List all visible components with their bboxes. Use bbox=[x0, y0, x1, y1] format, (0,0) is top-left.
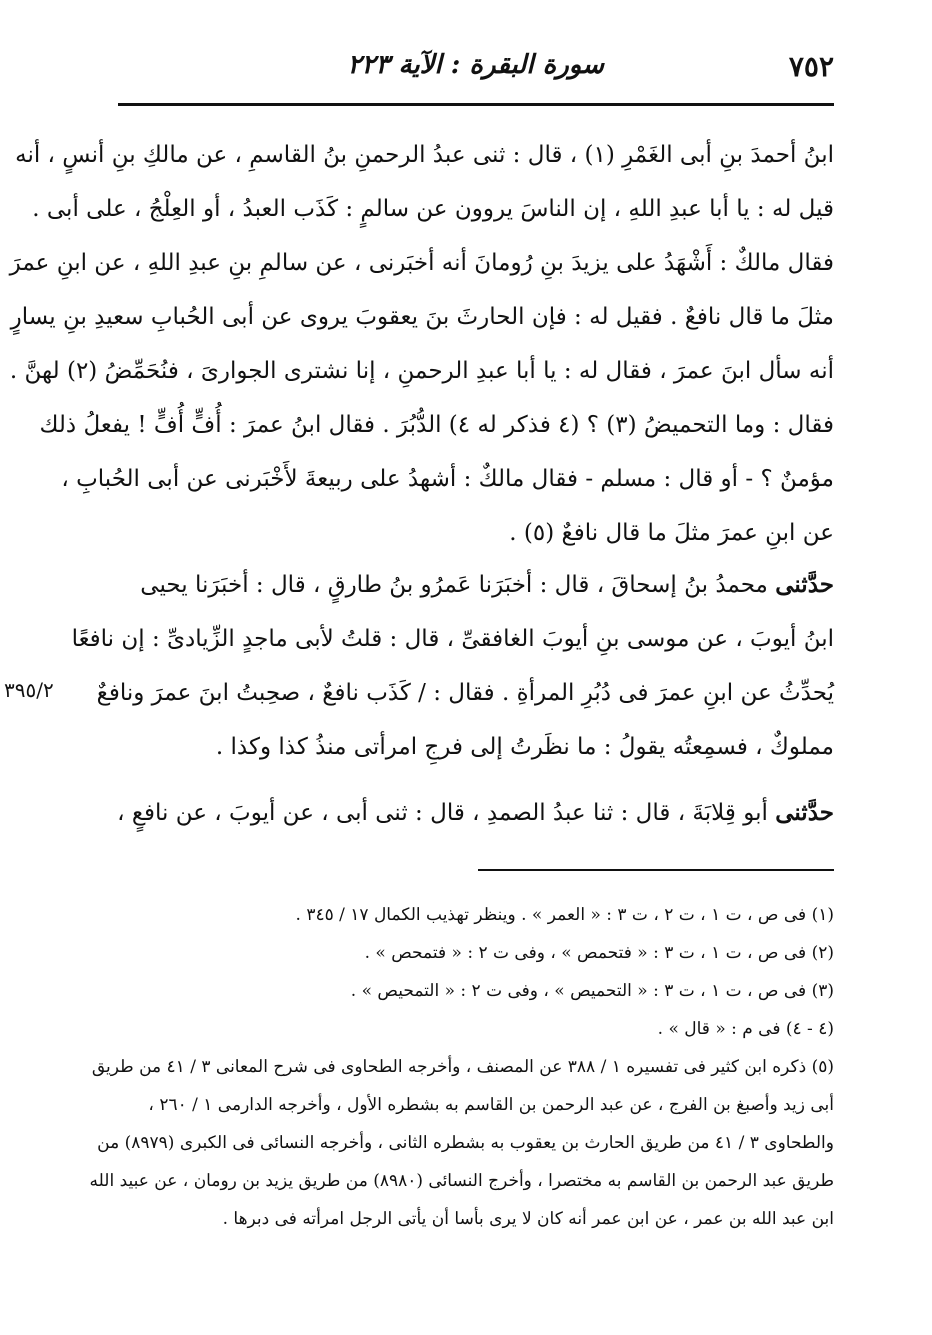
footnote-divider bbox=[478, 869, 834, 871]
margin-reference bbox=[0, 678, 120, 702]
margin-reference-text: ٣٩٥/٢ bbox=[4, 678, 54, 702]
footnotes bbox=[89, 896, 834, 1238]
hadith-lead: حدَّثنى bbox=[775, 571, 834, 598]
footnote-line: (٢) فى ص ، ت ١ ، ت ٣ : « فتحمص » ، وفى ت ٢ : « فتمحص » . bbox=[364, 943, 834, 963]
footnote-line: (٣) فى ص ، ت ١ ، ت ٣ : « التحميص » ، وفى ت ٢ : « التمحيص » . bbox=[350, 981, 834, 1001]
text-line: مثلَ ما قال نافعٌ . فقيل له : فإن الحارثَ بنَ يعقوبَ يروى عن أبى الحُبابِ سعيدِ بنِ يسارٍ bbox=[10, 304, 834, 330]
footnote-line: (٤ - ٤) فى م : « قال » . bbox=[657, 1019, 834, 1039]
text-line: مملوكٌ ، فسمِعتُه يقولُ : ما نظَرتُ إلى فرجِ امرأتى منذُ كذا وكذا . bbox=[215, 734, 834, 760]
text-line: عن ابنِ عمرَ مثلَ ما قال نافعٌ (٥) . bbox=[509, 520, 834, 546]
footnote-line: والطحاوى ٣ / ٤١ من طريق الحارث بن يعقوب به بشطره الثانى ، وأخرجه النسائى فى الكبرى (٨٩٧٩) من bbox=[97, 1133, 834, 1153]
text-line bbox=[118, 558, 834, 612]
footnote-line: (٥) ذكره ابن كثير فى تفسيره ١ / ٣٨٨ عن المصنف ، وأخرجه الطحاوى فى شرح المعانى ٣ / ٤١ من طريق bbox=[91, 1057, 834, 1077]
text-line bbox=[118, 786, 834, 840]
text-line: فقال : وما التحميضُ (٣) ؟ (٤ فذكر له ٤) الدُّبُرَ . فقال ابنُ عمرَ : أُفٍّ أُفٍّ ! يفعلُ ذلك bbox=[39, 412, 834, 438]
text-line: ابنُ أحمدَ بنِ أبى الغَمْرِ (١) ، قال : ثنى عبدُ الرحمنِ بنُ القاسمِ ، عن مالكِ بنِ أنسٍ ، أنه bbox=[15, 142, 834, 168]
header-divider bbox=[118, 103, 834, 106]
hadith-lead: حدَّثنى bbox=[775, 799, 834, 826]
text-line: يُحدِّثُ عن ابنِ عمرَ فى دُبُرِ المرأةِ . فقال : / كَذَب نافعٌ ، صحِبتُ ابنَ عمرَ ونافعٌ bbox=[96, 680, 834, 706]
text-line: ابنُ أيوبَ ، عن موسى بنِ أيوبَ الغافقىِّ ، قال : قلتُ لأبى ماجدٍ الزِّيادىِّ : إن نافعًا bbox=[71, 626, 834, 652]
paragraph-1 bbox=[9, 128, 834, 560]
text-line-rest: محمدُ بنُ إسحاقَ ، قال : أخبَرَنا عَمرُو بنُ طارقٍ ، قال : أخبَرَنا يحيى bbox=[140, 572, 776, 598]
text-line: مؤمنٌ ؟ - أو قال : مسلم - فقال مالكٌ : أشهدُ على ربيعةَ لأَخْبَرنى عن أبى الحُبابِ ، bbox=[61, 466, 834, 492]
page-number: ٧٥٢ bbox=[788, 50, 834, 83]
footnote-line: طريق عبد الرحمن بن القاسم به مختصرا ، وأخرج النسائى (٨٩٨٠) من طريق يزيد بن رومان ، عن عبيد الله bbox=[89, 1171, 834, 1191]
running-title: سورة البقرة : الآية ٢٢٣ bbox=[347, 50, 604, 80]
paragraph-3 bbox=[118, 786, 834, 840]
paragraph-2 bbox=[71, 558, 834, 774]
text-line: قيل له : يا أبا عبدِ اللهِ ، إن الناسَ يروون عن سالمٍ : كَذَب العبدُ ، أو العِلْجُ ، على أبى . bbox=[32, 196, 834, 222]
page-header bbox=[118, 46, 834, 94]
footnote-line: (١) فى ص ، ت ١ ، ت ٢ ، ت ٣ : « العمر » . وينظر تهذيب الكمال ١٧ / ٣٤٥ . bbox=[295, 905, 834, 925]
text-line: فقال مالكٌ : أَشْهَدُ على يزيدَ بنِ رُومانَ أنه أخبَرنى ، عن سالمِ بنِ عبدِ اللهِ ، عن ابنِ عمرَ bbox=[9, 250, 834, 276]
text-line: أنه سأل ابنَ عمرَ ، فقال له : يا أبا عبدِ الرحمنِ ، إنا نشترى الجوارىَ ، فنُحَمِّضُ (٢) لهنَّ . bbox=[9, 358, 834, 384]
footnote-line: ابن عبد الله بن عمر ، عن ابن عمر أنه كان لا يرى بأسا أن يأتى الرجل امرأته فى دبرها . bbox=[222, 1209, 834, 1229]
text-line-rest: أبو قِلابَةَ ، قال : ثنا عبدُ الصمدِ ، قال : ثنى أبى ، عن أيوبَ ، عن نافعٍ ، bbox=[117, 800, 776, 826]
footnote-line: أبى زيد وأصبغ بن الفرج ، عن عبد الرحمن بن القاسم به بشطره الأول ، وأخرجه الدارمى ١ / ٢٦٠ ، bbox=[148, 1095, 834, 1115]
